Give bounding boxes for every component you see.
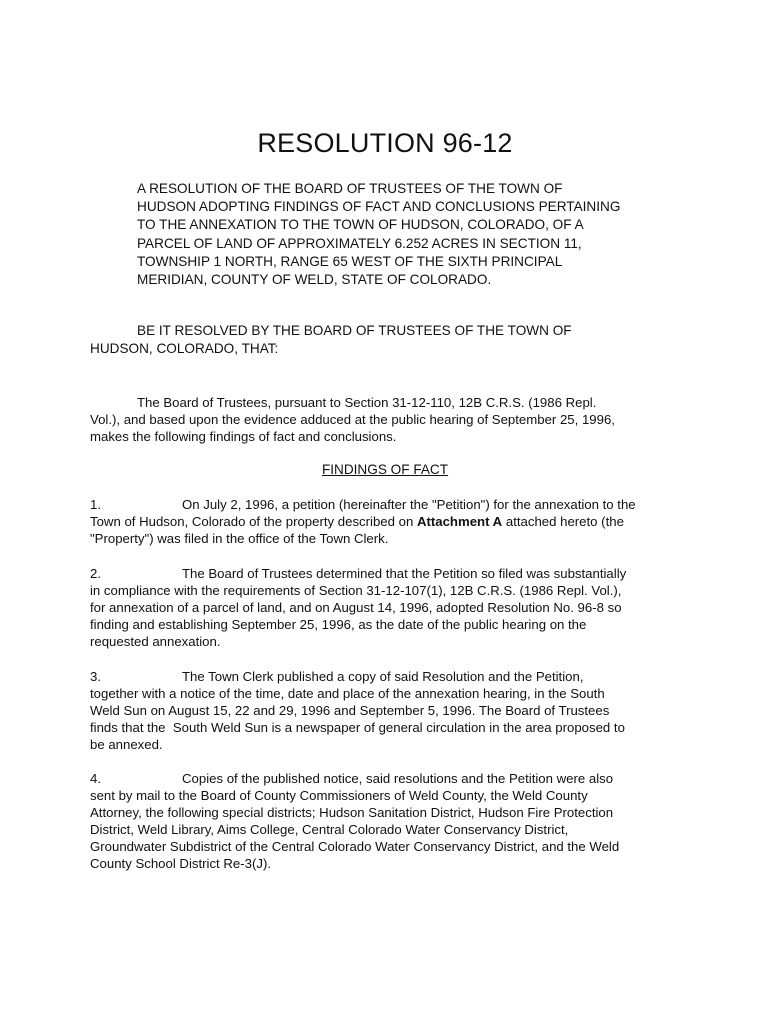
paragraph-line: finds that the South Weld Sun is a newspaper of general circulation in the area proposed to — [90, 720, 625, 735]
resolved-clause — [90, 322, 710, 358]
attachment-reference: Attachment A — [416, 514, 503, 529]
caption-line: PARCEL OF LAND OF APPROXIMATELY 6.252 ACRES IN SECTION 11, — [137, 235, 582, 251]
paragraph-line: "Property") was filed in the office of the Town Clerk. — [90, 531, 389, 546]
paragraph-line: sent by mail to the Board of County Commissioners of Weld County, the Weld County — [90, 788, 588, 803]
paragraph-line: in compliance with the requirements of Section 31-12-107(1), 12B C.R.S. (1986 Repl. Vol.), — [90, 583, 622, 598]
caption-line: HUDSON ADOPTING FINDINGS OF FACT AND CONCLUSIONS PERTAINING — [137, 199, 621, 215]
finding-number: 3. — [90, 669, 101, 684]
finding-2 — [90, 565, 690, 650]
paragraph-text: attached hereto (the — [502, 514, 624, 529]
paragraph-line: The Board of Trustees, pursuant to Section 31-12-110, 12B C.R.S. (1986 Repl. — [137, 395, 597, 410]
paragraph-line: together with a notice of the time, date and place of the annexation hearing, in the South — [90, 686, 605, 701]
paragraph-line: requested annexation. — [90, 634, 221, 649]
paragraph-line: Attorney, the following special districts; Hudson Sanitation District, Hudson Fire Protection — [90, 805, 614, 820]
paragraph-line: for annexation of a parcel of land, and on August 14, 1996, adopted Resolution No. 96-8 so — [90, 600, 622, 615]
paragraph-line: be annexed. — [90, 737, 163, 752]
resolved-line: BE IT RESOLVED BY THE BOARD OF TRUSTEES OF THE TOWN OF — [137, 323, 572, 338]
resolution-caption — [137, 180, 697, 289]
resolved-line: HUDSON, COLORADO, THAT: — [90, 341, 279, 357]
paragraph-line: District, Weld Library, Aims College, Central Colorado Water Conservancy District, — [90, 822, 569, 837]
finding-number: 1. — [90, 497, 101, 512]
paragraph-text: Town of Hudson, Colorado of the property described on — [90, 514, 417, 529]
paragraph-line: Weld Sun on August 15, 22 and 29, 1996 and September 5, 1996. The Board of Trustees — [90, 703, 610, 718]
paragraph-line: makes the following findings of fact and conclusions. — [90, 429, 397, 444]
paragraph-line: Copies of the published notice, said resolutions and the Petition were also — [182, 771, 614, 786]
findings-heading: FINDINGS OF FACT — [321, 462, 449, 477]
caption-line: TO THE ANNEXATION TO THE TOWN OF HUDSON, COLORADO, OF A — [137, 217, 584, 233]
paragraph-line: On July 2, 1996, a petition (hereinafter the "Petition") for the annexation to the — [182, 497, 636, 512]
paragraph-line: Vol.), and based upon the evidence adduced at the public hearing of September 25, 1996, — [90, 412, 615, 427]
finding-3 — [90, 668, 690, 753]
caption-line: TOWNSHIP 1 NORTH, RANGE 65 WEST OF THE SIXTH PRINCIPAL — [137, 253, 563, 269]
paragraph-line: finding and establishing September 25, 1996, as the date of the public hearing on the — [90, 617, 587, 632]
paragraph-line: County School District Re-3(J). — [90, 856, 272, 871]
paragraph-line: The Board of Trustees determined that the Petition so filed was substantially — [182, 566, 627, 581]
caption-line: MERIDIAN, COUNTY OF WELD, STATE OF COLORADO. — [137, 272, 492, 288]
paragraph-line: Groundwater Subdistrict of the Central Colorado Water Conservancy District, and the Weld — [90, 839, 620, 854]
finding-4 — [90, 770, 690, 872]
finding-number: 4. — [90, 771, 101, 786]
paragraph-line: The Town Clerk published a copy of said Resolution and the Petition, — [182, 669, 584, 684]
caption-line: A RESOLUTION OF THE BOARD OF TRUSTEES OF THE TOWN OF — [137, 181, 563, 196]
finding-1 — [90, 496, 690, 547]
finding-number: 2. — [90, 566, 101, 581]
page-title: RESOLUTION 96-12 — [257, 128, 513, 158]
intro-paragraph — [90, 394, 690, 445]
